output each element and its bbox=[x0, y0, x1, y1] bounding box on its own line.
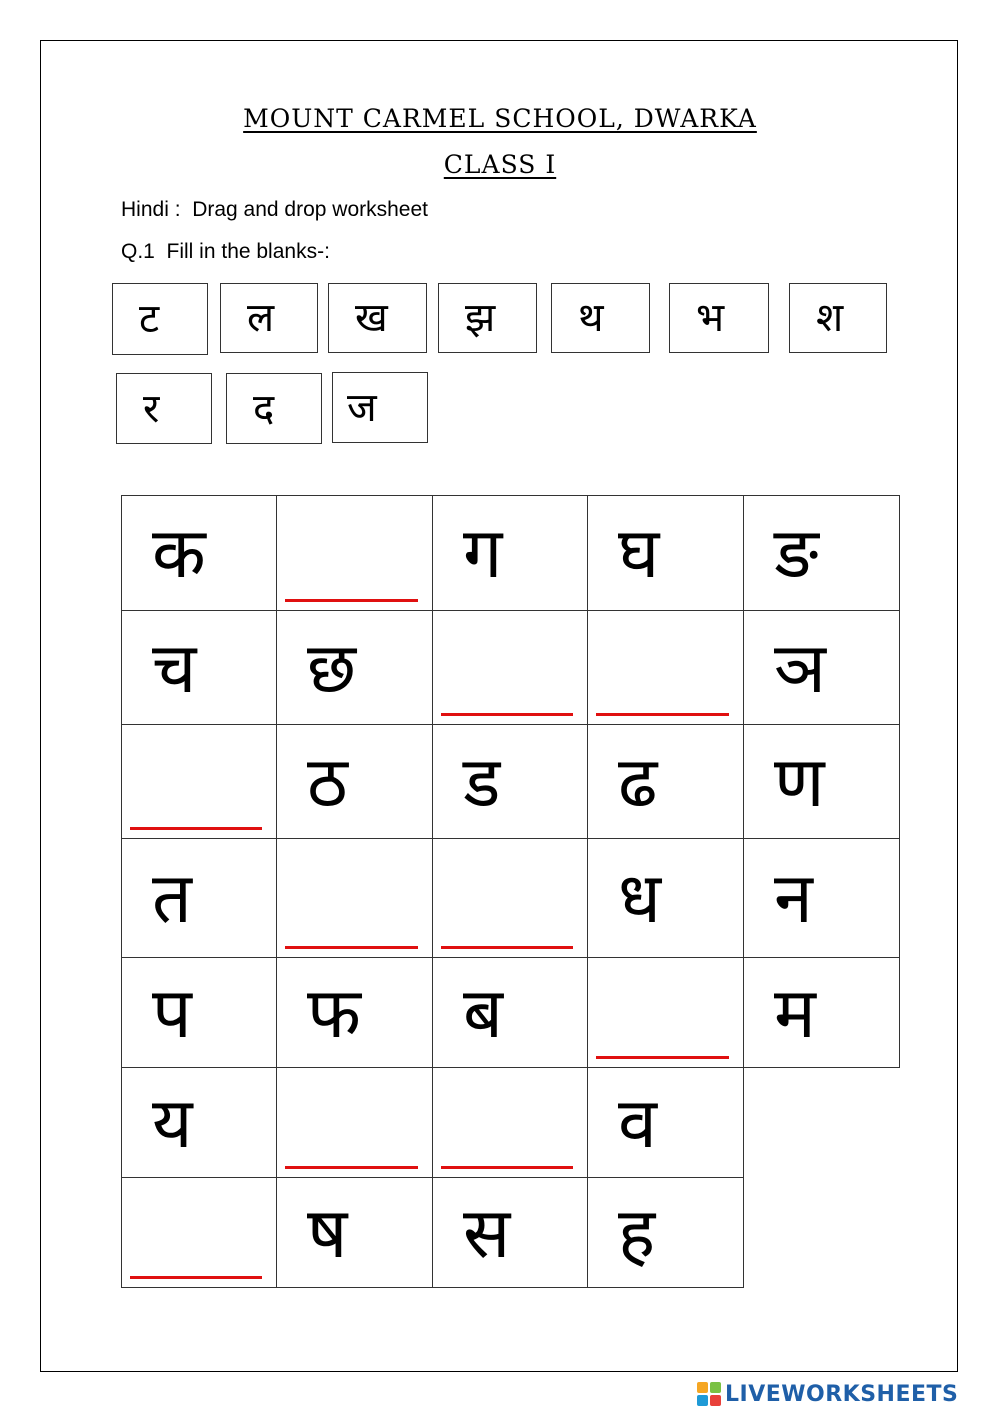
grid-letter: क bbox=[152, 512, 206, 594]
logo-text: LIVEWORKSHEETS bbox=[725, 1381, 959, 1407]
drop-blank[interactable] bbox=[432, 1067, 588, 1178]
grid-letter: ग bbox=[463, 512, 503, 594]
grid-cell bbox=[432, 724, 588, 839]
alphabet-grid bbox=[121, 495, 900, 1287]
grid-letter: ष bbox=[307, 1191, 348, 1274]
grid-cell bbox=[432, 495, 588, 611]
grid-letter: स bbox=[463, 1191, 511, 1274]
tile-letter: ट bbox=[139, 296, 160, 342]
drag-tile[interactable] bbox=[438, 283, 537, 353]
grid-cell bbox=[743, 610, 900, 725]
grid-letter: न bbox=[774, 857, 813, 939]
tile-letter: ख bbox=[355, 295, 388, 341]
drag-tile[interactable] bbox=[551, 283, 650, 353]
grid-cell bbox=[121, 1067, 277, 1178]
drop-blank[interactable] bbox=[121, 1177, 277, 1288]
class-title: CLASS I bbox=[443, 150, 557, 179]
drop-blank[interactable] bbox=[276, 838, 433, 958]
grid-cell bbox=[587, 838, 744, 958]
drag-tile[interactable] bbox=[226, 373, 322, 444]
blank-underline bbox=[285, 946, 418, 949]
grid-cell bbox=[432, 1177, 588, 1288]
tile-letter: भ bbox=[696, 295, 725, 341]
drag-tile[interactable] bbox=[112, 283, 208, 355]
grid-letter: ड bbox=[463, 740, 501, 823]
drag-tile[interactable] bbox=[669, 283, 769, 353]
drag-tile[interactable] bbox=[116, 373, 212, 444]
tile-letter: श bbox=[816, 295, 844, 341]
drag-tile[interactable] bbox=[332, 372, 428, 443]
school-title: MOUNT CARMEL SCHOOL, DWARKA bbox=[243, 104, 757, 133]
drop-blank[interactable] bbox=[587, 610, 744, 725]
grid-cell bbox=[121, 957, 277, 1068]
grid-letter: म bbox=[774, 971, 816, 1054]
drag-tile[interactable] bbox=[789, 283, 887, 353]
grid-cell bbox=[587, 1177, 744, 1288]
grid-letter: व bbox=[618, 1081, 657, 1164]
drop-blank[interactable] bbox=[121, 724, 277, 839]
grid-letter: ढ bbox=[618, 740, 658, 823]
blank-underline bbox=[596, 1056, 729, 1059]
grid-letter: ब bbox=[463, 971, 503, 1054]
grid-cell bbox=[743, 495, 900, 611]
grid-letter: फ bbox=[307, 971, 361, 1054]
tile-letter: ल bbox=[247, 295, 275, 341]
grid-letter: ङ bbox=[774, 512, 819, 594]
drop-blank[interactable] bbox=[432, 838, 588, 958]
grid-cell bbox=[276, 610, 433, 725]
grid-cell bbox=[121, 495, 277, 611]
grid-cell bbox=[276, 724, 433, 839]
blank-underline bbox=[596, 713, 729, 716]
grid-letter: ह bbox=[618, 1191, 656, 1274]
blank-underline bbox=[441, 713, 573, 716]
grid-letter: छ bbox=[307, 626, 357, 709]
grid-cell bbox=[276, 1177, 433, 1288]
tile-letter: थ bbox=[578, 295, 604, 341]
blank-underline bbox=[130, 827, 262, 830]
grid-letter: ठ bbox=[307, 740, 348, 823]
grid-letter: च bbox=[152, 626, 197, 709]
grid-letter: य bbox=[152, 1081, 193, 1164]
blank-underline bbox=[285, 599, 418, 602]
blank-underline bbox=[441, 1166, 573, 1169]
grid-cell bbox=[587, 495, 744, 611]
blank-underline bbox=[130, 1276, 262, 1279]
grid-cell bbox=[587, 724, 744, 839]
grid-cell bbox=[587, 1067, 744, 1178]
grid-cell bbox=[743, 838, 900, 958]
grid-cell bbox=[743, 724, 900, 839]
grid-letter: ञ bbox=[774, 626, 826, 709]
tile-letter: ज bbox=[347, 384, 377, 431]
drag-tile[interactable] bbox=[328, 283, 427, 353]
liveworksheets-logo-icon bbox=[697, 1382, 721, 1406]
subject-line: Hindi : Drag and drop worksheet bbox=[121, 198, 428, 221]
drop-blank[interactable] bbox=[276, 495, 433, 611]
grid-letter: ण bbox=[774, 740, 825, 823]
grid-letter: घ bbox=[618, 512, 660, 594]
liveworksheets-logo bbox=[697, 1381, 958, 1407]
tile-letter: द bbox=[253, 385, 275, 432]
tile-letter: झ bbox=[465, 295, 496, 341]
blank-underline bbox=[285, 1166, 418, 1169]
grid-cell bbox=[432, 957, 588, 1068]
question-line: Q.1 Fill in the blanks-: bbox=[121, 240, 330, 263]
grid-cell bbox=[121, 838, 277, 958]
drop-blank[interactable] bbox=[587, 957, 744, 1068]
drop-blank[interactable] bbox=[276, 1067, 433, 1178]
blank-underline bbox=[441, 946, 573, 949]
grid-letter: ध bbox=[618, 857, 662, 939]
drop-blank[interactable] bbox=[432, 610, 588, 725]
grid-cell bbox=[276, 957, 433, 1068]
tile-letter: र bbox=[143, 385, 160, 432]
grid-letter: त bbox=[152, 857, 192, 939]
grid-cell bbox=[121, 610, 277, 725]
grid-letter: प bbox=[152, 971, 192, 1054]
drag-tile[interactable] bbox=[220, 283, 318, 353]
grid-cell bbox=[743, 957, 900, 1068]
